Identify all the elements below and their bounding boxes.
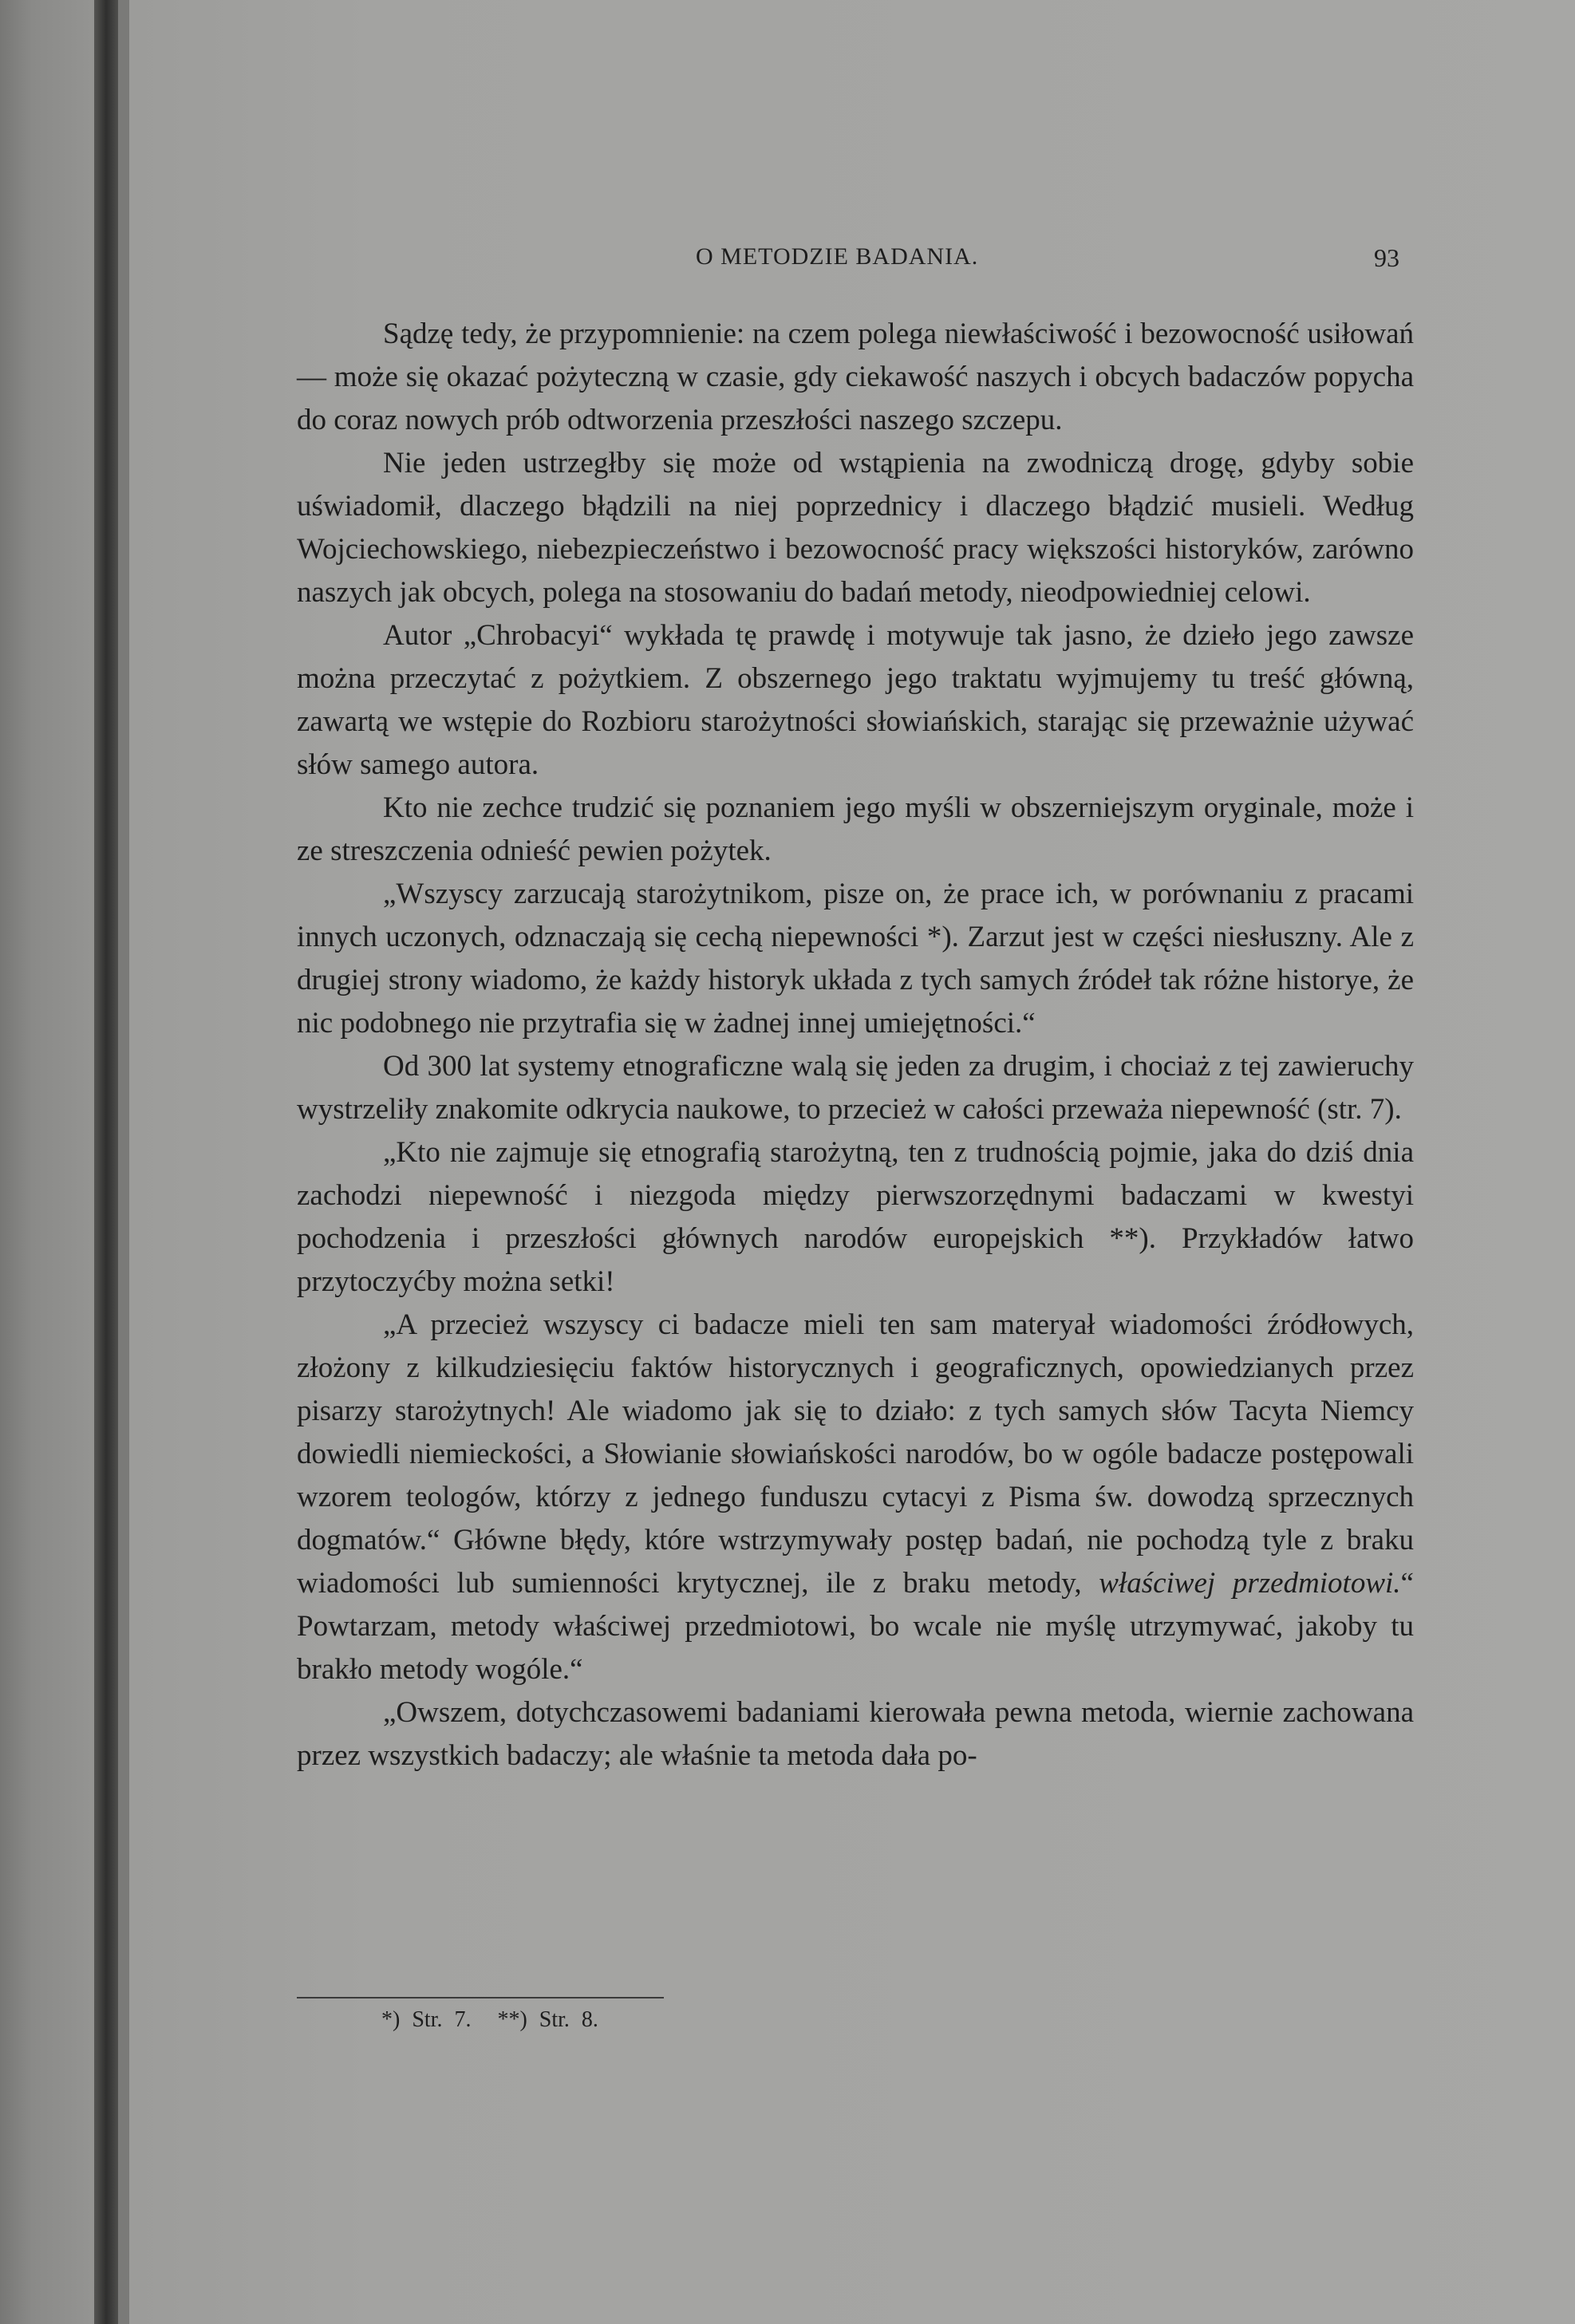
footnote-1: *) Str. 7. xyxy=(381,2007,472,2032)
footnote-2: **) Str. 8. xyxy=(497,2007,598,2032)
page-header xyxy=(0,243,1575,283)
emphasized-phrase: właściwej przedmiotowi. xyxy=(1099,1567,1401,1600)
paragraph-2: Nie jeden ustrzegłby się może od wstąpienia na zwodniczą drogę, gdyby sobie uświadomił, dlaczego błądzili na niej poprzednicy i dlaczego błądzić musieli. Według Wojciechowskiego, niebezpieczeństwo i bezowocność pracy większości historyków, zarówno naszych jak obcych, polega na stosowaniu do badań metody, nieodpowiedniej celowi. xyxy=(297,447,1414,609)
body-text xyxy=(297,313,1414,1778)
book-spine-shadow xyxy=(94,0,118,2324)
paragraph-8-text: „A przecież wszyscy ci badacze mieli ten sam materyał wiadomości źródłowych, złożony z kilkudziesięciu faktów historycznych i geograficznych, opowiedzianych przez pisarzy starożytnych! Ale wiadomo jak się to działo: z tych samych słów Tacyta Niemcy dowiedli niemieckości, a Słowianie słowiańskości narodów, bo w ogóle badacze postępowali wzorem teologów, którzy z jednego funduszu cytacyi z Pisma św. dowodzą sprzecznych dogmatów.“ Główne błędy, które wstrzymywały postęp badań, nie pochodzą tyle z braku wiadomości lub sumienności krytycznej, ile z braku metody, xyxy=(297,1308,1414,1600)
footnote-rule xyxy=(297,1997,664,1998)
page-number: 93 xyxy=(1374,243,1399,272)
paragraph-3: Autor „Chrobacyi“ wykłada tę prawdę i motywuje tak jasno, że dzieło jego zawsze można przeczytać z pożytkiem. Z obszernego jego traktatu wyjmujemy tu treść główną, zawartą we wstępie do Rozbioru starożytności słowiańskich, starając się przeważnie używać słów samego autora. xyxy=(297,619,1414,781)
footnotes xyxy=(381,2007,613,2033)
paragraph-5: „Wszyscy zarzucają starożytnikom, pisze on, że prace ich, w porównaniu z pracami innych uczonych, odznaczają się cechą niepewności *). Zarzut jest w części niesłuszny. Ale z drugiej strony wiadomo, że każdy historyk układa z tych samych źródeł tak różne historye, że nic podobnego nie przytrafia się w żadnej innej umiejętności.“ xyxy=(297,878,1414,1040)
paragraph-9: „Owszem, dotychczasowemi badaniami kierowała pewna metoda, wiernie zachowana przez wszystkich badaczy; ale właśnie ta metoda dała po- xyxy=(297,1696,1414,1772)
paragraph-8 xyxy=(297,1304,1414,1691)
paragraph-7: „Kto nie zajmuje się etnografią starożytną, ten z trudnością pojmie, jaka do dziś dnia zachodzi niepewność i niezgoda między pierwszorzędnymi badaczami w kwestyi pochodzenia i przeszłości głównych narodów europejskich **). Przykładów łatwo przytoczyćby można setki! xyxy=(297,1136,1414,1298)
paragraph-6: Od 300 lat systemy etnograficzne walą się jeden za drugim, i chociaż z tej zawieruchy wystrzeliły znakomite odkrycia naukowe, to przecież w całości przeważa niepewność (str. 7). xyxy=(297,1050,1414,1126)
running-head: O METODZIE BADANIA. xyxy=(696,243,979,270)
paragraph-4: Kto nie zechce trudzić się poznaniem jego myśli w obszerniejszym oryginale, może i ze streszczenia odnieść pewien pożytek. xyxy=(297,791,1414,867)
paragraph-8-tail: “ Powtarzam, metody właściwej przedmiotowi, bo wcale nie myślę utrzymywać, jakoby tu brakło metody wogóle.“ xyxy=(297,1567,1414,1686)
paragraph-1: Sądzę tedy, że przypomnienie: na czem polega niewłaściwość i bezowocność usiłowań — może się okazać pożyteczną w czasie, gdy ciekawość naszych i obcych badaczów popycha do coraz nowych prób odtworzenia przeszłości naszego szczepu. xyxy=(297,318,1414,436)
book-gutter xyxy=(118,0,129,2324)
